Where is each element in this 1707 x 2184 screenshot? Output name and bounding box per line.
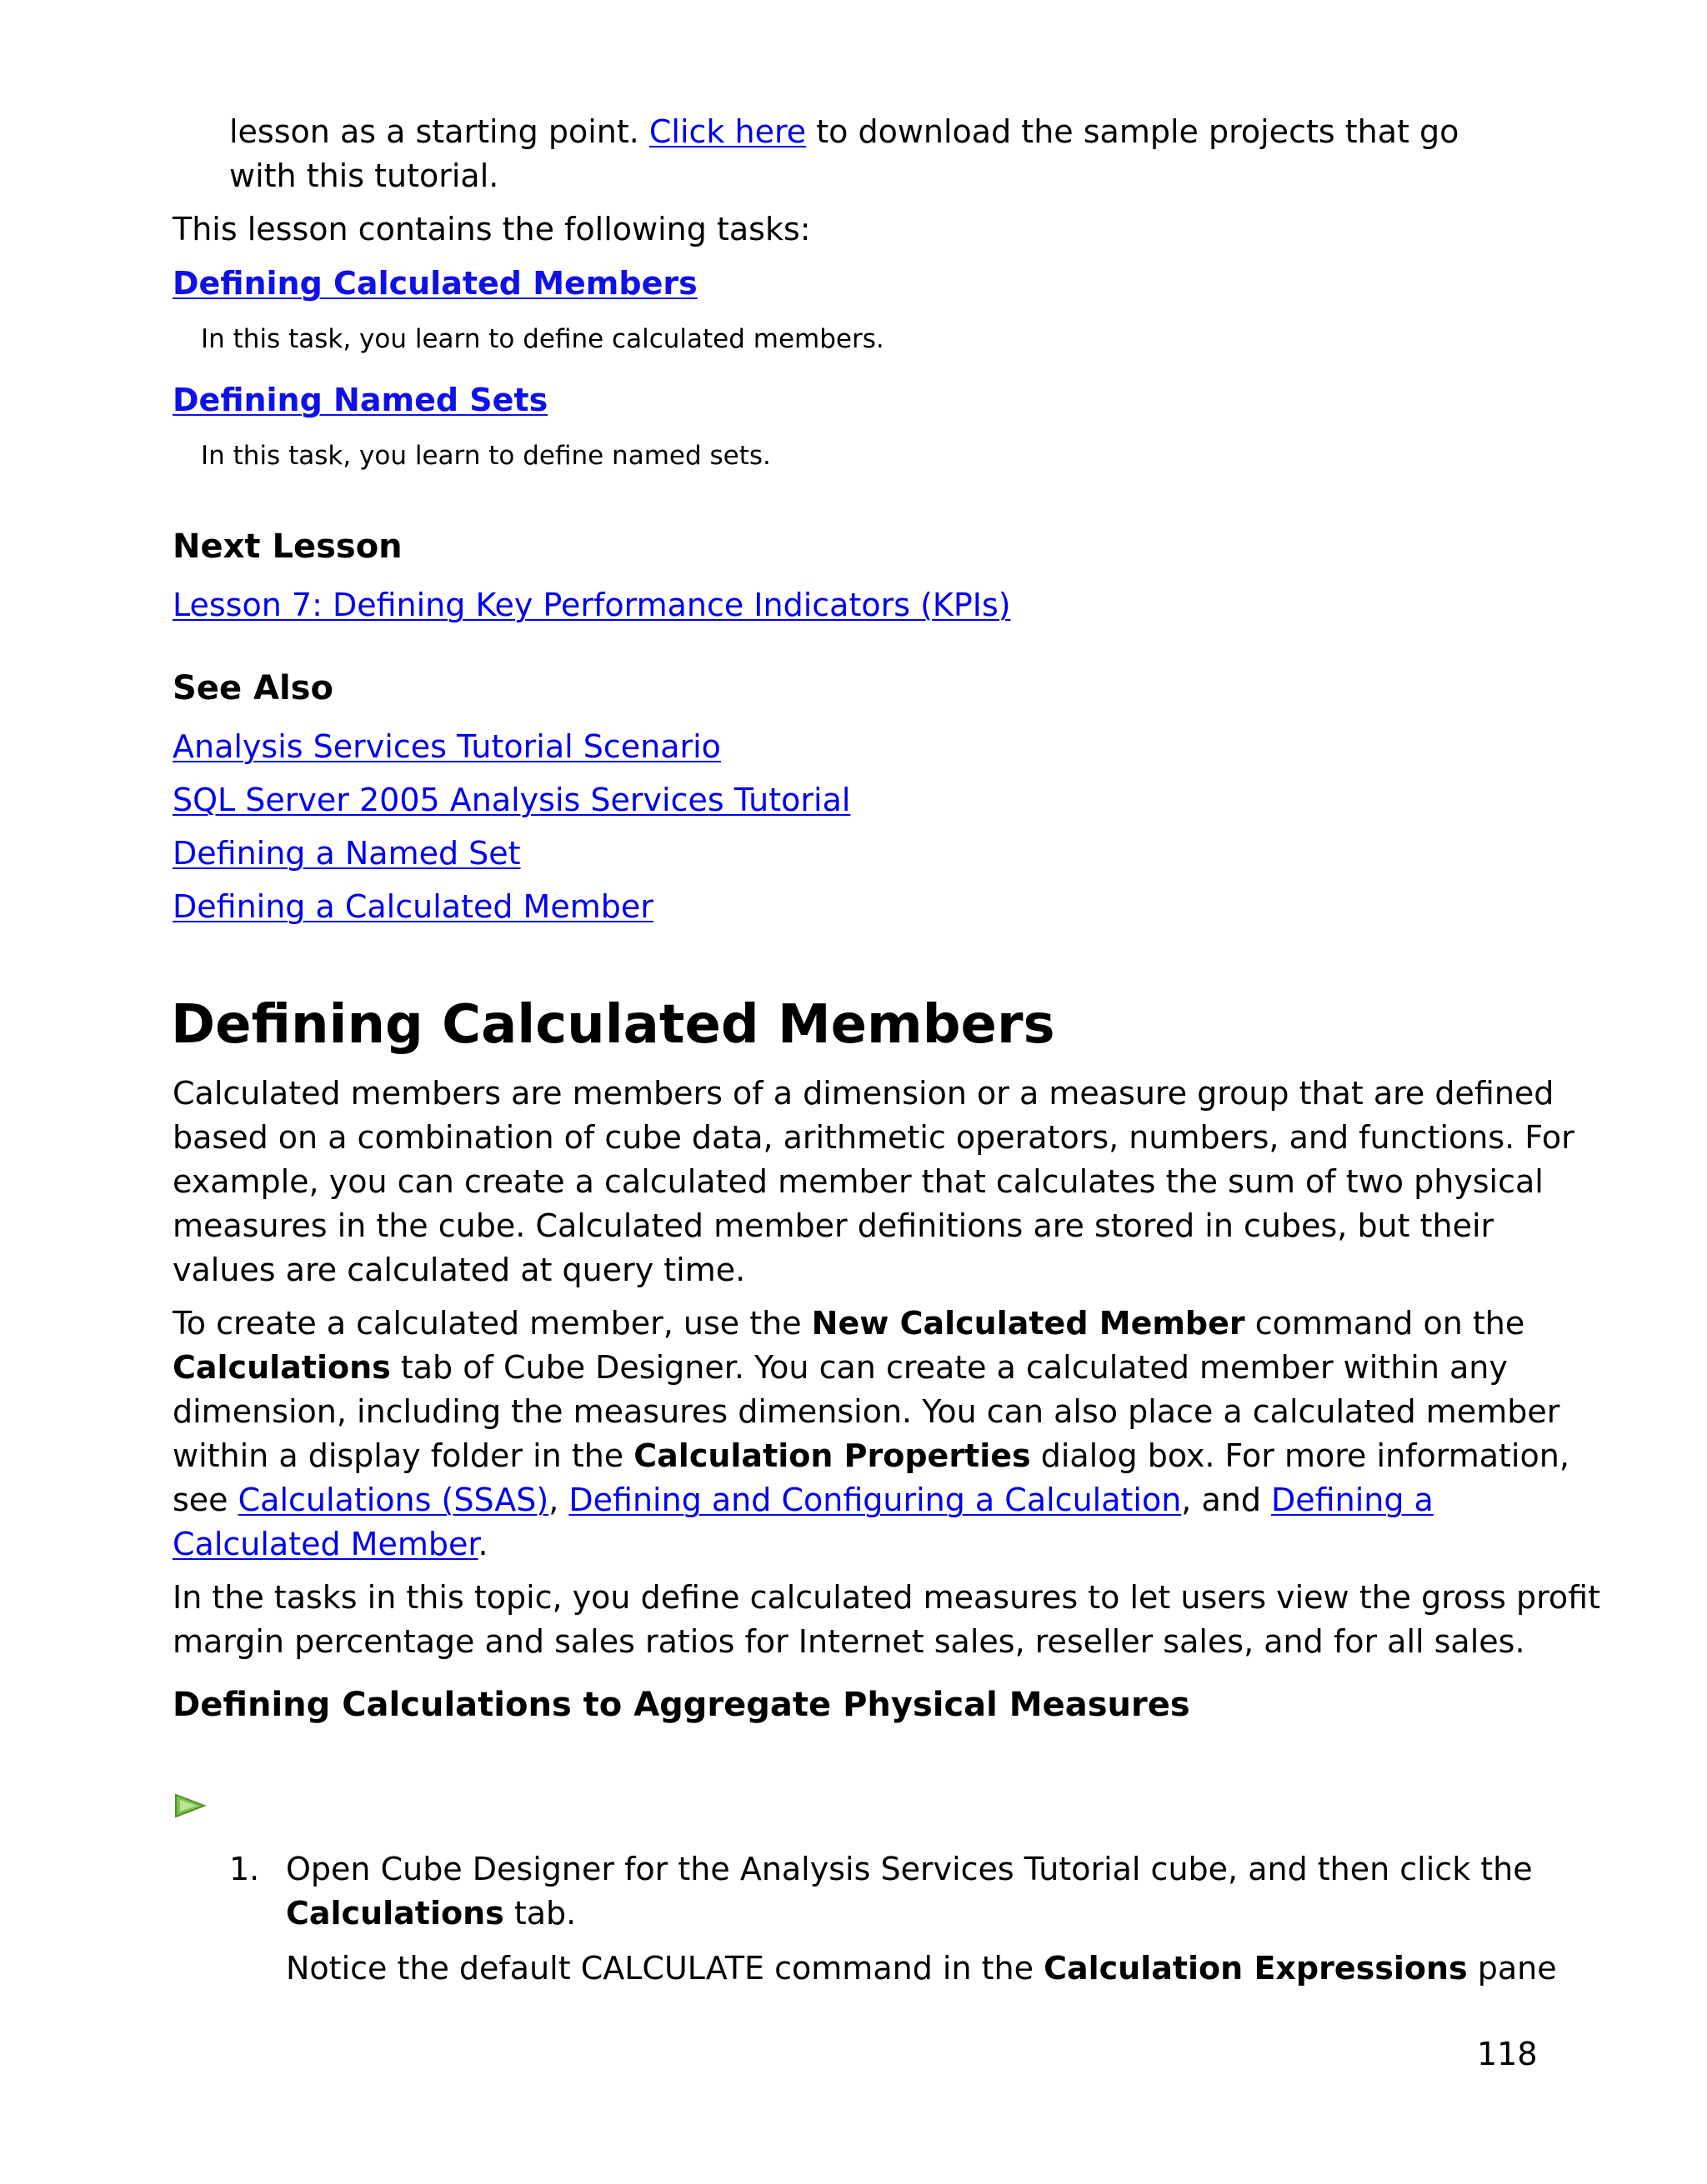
defining-configuring-calculation-link[interactable]: Defining and Configuring a Calculation bbox=[568, 1482, 1182, 1518]
page-number: 118 bbox=[1477, 2036, 1538, 2072]
paragraph-line bbox=[173, 1478, 1434, 1522]
next-lesson-link[interactable]: Lesson 7: Defining Key Performance Indicators (KPIs) bbox=[173, 587, 1011, 623]
paragraph-line: based on a combination of cube data, arithmetic operators, numbers, and functions. For bbox=[173, 1119, 1574, 1156]
task-description: In this task, you learn to define named sets. bbox=[201, 441, 771, 471]
defining-calculated-member-link[interactable]: Defining a bbox=[1271, 1482, 1434, 1518]
see-also-link[interactable]: SQL Server 2005 Analysis Services Tutorial bbox=[173, 782, 851, 818]
intro-line-1 bbox=[229, 110, 1459, 154]
ui-term: Calculation Expressions bbox=[1044, 1950, 1468, 1987]
text: . bbox=[478, 1526, 488, 1562]
ui-term: Calculations bbox=[286, 1895, 504, 1932]
see-also-link[interactable]: Defining a Named Set bbox=[173, 835, 521, 872]
step-note bbox=[286, 1947, 1557, 1991]
intro-line-2: with this tutorial. bbox=[229, 157, 499, 194]
text: To create a calculated member, use the bbox=[173, 1305, 812, 1342]
see-also-heading: See Also bbox=[173, 669, 333, 707]
text: dialog box. For more information, bbox=[1030, 1437, 1569, 1474]
paragraph-line: margin percentage and sales ratios for Internet sales, reseller sales, and for all sales. bbox=[173, 1623, 1525, 1660]
ui-term: Calculation Properties bbox=[633, 1437, 1031, 1474]
task-link-named-sets[interactable]: Defining Named Sets bbox=[173, 382, 548, 418]
paragraph-line bbox=[173, 1522, 488, 1567]
intro-text: to download the sample projects that go bbox=[806, 113, 1459, 150]
paragraph-line: In the tasks in this topic, you define calculated measures to let users view the gross profit bbox=[173, 1579, 1600, 1616]
paragraph-line bbox=[173, 1302, 1524, 1346]
text: tab. bbox=[503, 1895, 577, 1932]
paragraph-line: Calculated members are members of a dimension or a measure group that are defined bbox=[173, 1075, 1554, 1112]
section-title: Defining Calculated Members bbox=[171, 994, 1055, 1056]
defining-calculated-member-link[interactable]: Calculated Member bbox=[173, 1526, 478, 1562]
paragraph-line bbox=[173, 1434, 1569, 1478]
ui-term: New Calculated Member bbox=[811, 1305, 1245, 1342]
click-here-link[interactable]: Click here bbox=[648, 113, 807, 150]
ui-term: Calculations bbox=[173, 1349, 391, 1386]
paragraph-line: example, you can create a calculated member that calculates the sum of two physical bbox=[173, 1163, 1544, 1200]
green-arrow-icon bbox=[173, 1792, 207, 1819]
text: , and bbox=[1181, 1482, 1272, 1518]
tasks-intro: This lesson contains the following tasks: bbox=[173, 211, 811, 247]
calculations-ssas-link[interactable]: Calculations (SSAS) bbox=[238, 1482, 549, 1518]
step-number: 1. bbox=[229, 1851, 260, 1887]
see-also-link[interactable]: Analysis Services Tutorial Scenario bbox=[173, 728, 721, 765]
text: command on the bbox=[1244, 1305, 1525, 1342]
task-link-calculated-members[interactable]: Defining Calculated Members bbox=[173, 265, 698, 302]
paragraph-line: measures in the cube. Calculated member definitions are stored in cubes, but their bbox=[173, 1207, 1494, 1244]
task-description: In this task, you learn to define calculated members. bbox=[201, 324, 884, 354]
paragraph-line: values are calculated at query time. bbox=[173, 1252, 746, 1288]
paragraph-line bbox=[173, 1346, 1508, 1390]
intro-text: lesson as a starting point. bbox=[229, 113, 649, 150]
step-line: Open Cube Designer for the Analysis Services Tutorial cube, and then click the bbox=[286, 1851, 1533, 1887]
text: within a display folder in the bbox=[173, 1437, 634, 1474]
step-line bbox=[286, 1892, 576, 1936]
paragraph-line: dimension, including the measures dimension. You can also place a calculated member bbox=[173, 1393, 1560, 1430]
text: tab of Cube Designer. You can create a calculated member within any bbox=[390, 1349, 1508, 1386]
next-lesson-heading: Next Lesson bbox=[173, 527, 403, 566]
subsection-heading: Defining Calculations to Aggregate Physical Measures bbox=[173, 1686, 1190, 1724]
text: , bbox=[548, 1482, 569, 1518]
text: Notice the default CALCULATE command in the bbox=[286, 1950, 1044, 1987]
text: see bbox=[173, 1482, 238, 1518]
see-also-link[interactable]: Defining a Calculated Member bbox=[173, 888, 653, 925]
text: pane bbox=[1467, 1950, 1557, 1987]
